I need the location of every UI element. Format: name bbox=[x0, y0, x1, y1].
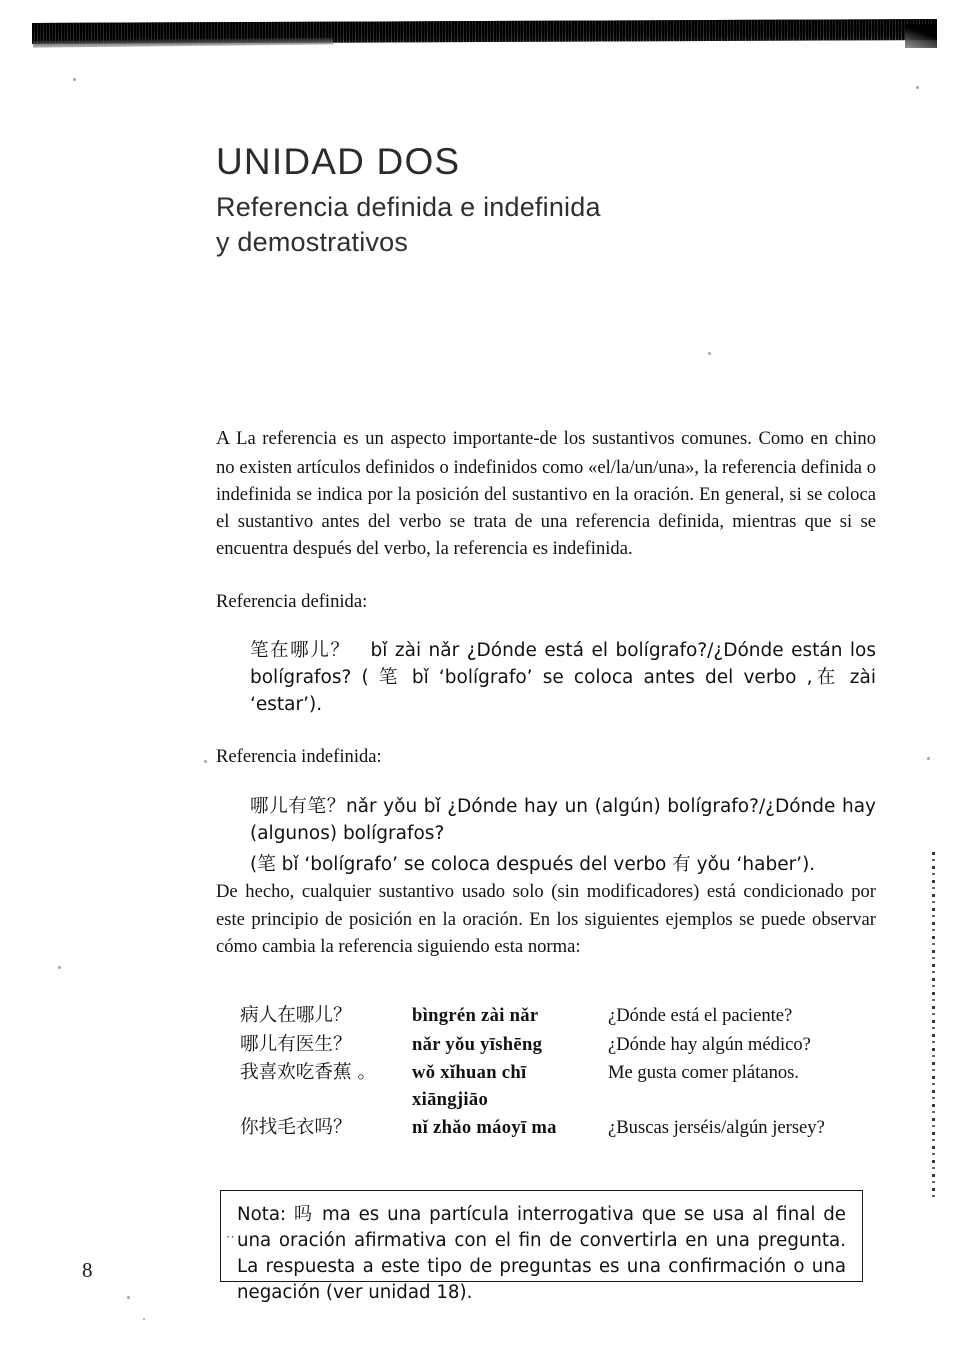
label-referencia-indefinida: Referencia indefinida: bbox=[216, 746, 382, 768]
table-row bbox=[240, 1060, 880, 1115]
page-number: 8 bbox=[82, 1258, 93, 1282]
scan-speck bbox=[143, 1318, 145, 1320]
examples-table bbox=[240, 1003, 880, 1144]
unit-subtitle-line-1: Referencia definida e indefinida bbox=[216, 191, 601, 222]
scan-speck bbox=[916, 86, 919, 89]
scan-speck bbox=[927, 757, 930, 760]
unit-subtitle bbox=[216, 190, 856, 260]
scan-speck bbox=[204, 760, 207, 763]
cell-pinyin: bìngrén zài nǎr bbox=[412, 1005, 539, 1026]
intro-paragraph-text: La referencia es un aspecto importante-de los sustantivos comunes. Como en chino no existen artículos definidos o indefinidos como «el/la/un/una», la referencia definida o indefinida se indica por la posición del sustantivo en la oración. En general, si se coloca el sustantivo antes del verbo se trata de una referencia definida, mientras que si se encuentra después del verbo, la referencia es indefinida. bbox=[216, 428, 876, 560]
scan-speck bbox=[127, 1296, 130, 1299]
cell-pinyin: nǐ zhǎo máoyī ma bbox=[412, 1117, 557, 1139]
intro-paragraph bbox=[216, 425, 876, 563]
de-hecho-paragraph: De hecho, cualquier sustantivo usado solo (sin modificadores) está condicionado por este principio de posición en la oración. En los siguientes ejemplos se puede observar cómo cambia la referencia siguiendo esta norma: bbox=[216, 881, 876, 957]
cell-pinyin-line-1: wǒ xǐhuan chī bbox=[412, 1062, 527, 1084]
cell-pinyin-line-2: xiāngjiāo bbox=[412, 1088, 489, 1110]
scan-edge-artifact-top-right bbox=[905, 24, 937, 48]
scan-speck: ·· bbox=[226, 1229, 235, 1244]
cell-spanish: Me gusta comer plátanos. bbox=[608, 1062, 800, 1084]
table-row bbox=[240, 1003, 880, 1032]
cell-chinese: 你找毛衣吗？ bbox=[240, 1117, 352, 1139]
cell-pinyin: nǎr yǒu yīshēng bbox=[412, 1033, 543, 1055]
cell-chinese: 病人在哪儿？ bbox=[240, 1005, 352, 1026]
cell-pinyin bbox=[412, 1060, 608, 1115]
note-box bbox=[220, 1190, 863, 1304]
table-row bbox=[240, 1115, 880, 1144]
note-text: Nota: 吗 ma es una partícula interrogativa que se usa al final de una oración afirmativa con el fin de convertirla en una pregunta. La respuesta a este tipo de preguntas es una confirmación o una negación (ver unidad 18). bbox=[237, 1204, 846, 1304]
example-indefinida-line-1: 哪儿有笔？nǎr yǒu bǐ ¿Dónde hay un (algún) bolígrafo?/¿Dónde hay (algunos) bolígrafos? bbox=[250, 796, 876, 845]
unit-subtitle-line-2: y demostrativos bbox=[216, 227, 409, 258]
scan-speck bbox=[73, 78, 76, 81]
cell-spanish: ¿Buscas jerséis/algún jersey? bbox=[608, 1117, 825, 1139]
example-indefinida-line-2: (笔 bǐ ‘bolígrafo’ se coloca después del verbo 有 yǒu ‘haber’). bbox=[250, 854, 816, 876]
cell-spanish: ¿Dónde hay algún médico? bbox=[608, 1033, 811, 1055]
table-row bbox=[240, 1032, 880, 1061]
body-column bbox=[216, 425, 876, 960]
cell-chinese: 我喜欢吃香蕉 。 bbox=[240, 1062, 377, 1084]
unit-title: UNIDAD DOS bbox=[216, 141, 461, 182]
cell-chinese: 哪儿有医生？ bbox=[240, 1033, 352, 1055]
scan-edge-artifact-right bbox=[932, 852, 935, 1197]
scan-speck bbox=[708, 352, 711, 355]
page-heading bbox=[216, 142, 856, 260]
example-definida: 笔在哪儿？ bǐ zài nǎr ¿Dónde está el bolígrafo?/¿Dónde están los bolígrafos? ( 笔 bǐ ‘bolígrafo’ se coloca antes del verbo ,在 zài ‘estar’). bbox=[250, 640, 876, 716]
scan-speck bbox=[58, 966, 61, 969]
cell-spanish: ¿Dónde está el paciente? bbox=[608, 1005, 793, 1026]
section-marker: A bbox=[216, 428, 231, 449]
label-referencia-definida: Referencia definida: bbox=[216, 590, 368, 612]
